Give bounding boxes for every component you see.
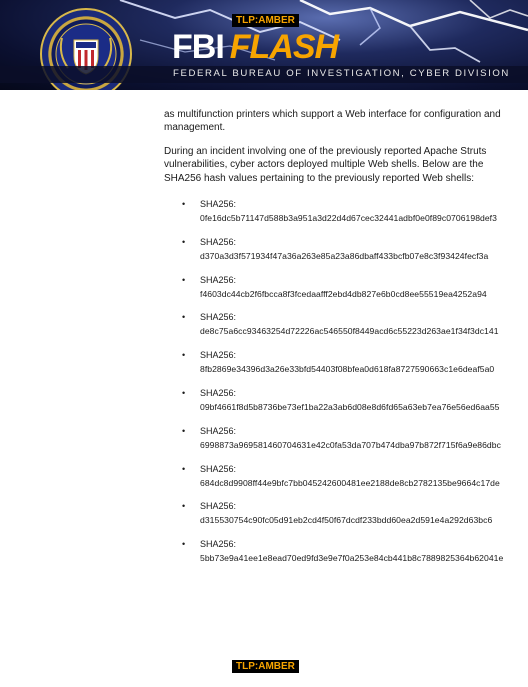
hash-label: SHA256: [200,236,237,247]
list-item [164,235,514,263]
hash-value: 0fe16dc5b71147d588b3a951a3d22d4d67cec32441adbf0e0f89c0706198def3 [200,213,497,224]
hash-value: f4603dc44cb2f6fbcca8f3fcedaafff2ebd4db827e6b0cd8ee55519ea4252a94 [200,288,487,299]
list-item [164,273,514,301]
hash-value: 09bf4661f8d5b8736be73ef1ba22a3ab6d08e8d6fd65a63eb7ea76e56ed6aa55 [200,402,500,413]
paragraph-incident: During an incident involving one of the previously reported Apache Struts vulnerabilities, cyber actors deployed multiple Web shells. Below are the SHA256 hash values pertaining to the previously reported Web shells: [164,145,487,184]
hash-label: SHA256: [200,463,237,474]
list-item [164,424,514,452]
hash-label: SHA256: [200,388,237,399]
tlp-marking-top: TLP:AMBER [232,14,299,27]
bullet-icon: • [182,199,186,210]
list-item [164,197,514,225]
hash-label: SHA256: [200,199,237,210]
fbi-flash-title [172,28,338,67]
division-subtitle: FEDERAL BUREAU OF INVESTIGATION, CYBER DIVISION [173,68,510,79]
hash-value: 684dc8d9908ff44e9bfc7bb045242600481ee2188de8cb2782135be9664c17de [200,477,500,488]
document-body [164,108,514,575]
bullet-icon: • [182,312,186,323]
hash-list [164,197,514,565]
title-flash: FLASH [229,28,339,66]
list-item [164,499,514,527]
hash-value: d370a3d3f571934f47a36a263e85a23a86dbaff433bcfb07e8c3f93424fecf3a [200,250,489,261]
list-item [164,386,514,414]
hash-label: SHA256: [200,501,237,512]
tlp-marking-bottom: TLP:AMBER [232,660,299,673]
list-item [164,348,514,376]
hash-value: 6998873a969581460704631e42c0fa53da707b474dba97b872f715f6a9e86dbc [200,439,501,450]
list-item [164,537,514,565]
bullet-icon: • [182,425,186,436]
bullet-icon: • [182,539,186,550]
list-item [164,462,514,490]
hash-value: d315530754c90fc05d91eb2cd4f50f67dcdf233bdd60ea2d591e4a292d63bc6 [200,515,493,526]
bullet-icon: • [182,350,186,361]
paragraph-continuation: as multifunction printers which support a Web interface for configuration and management. [164,109,501,134]
bullet-icon: • [182,236,186,247]
title-fbi: FBI [172,28,224,66]
bullet-icon: • [182,463,186,474]
bullet-icon: • [182,274,186,285]
hash-label: SHA256: [200,350,237,361]
list-item [164,310,514,338]
hash-label: SHA256: [200,274,237,285]
hash-value: 5bb73e9a41ee1e8ead70ed9fd3e9e7f0a253e84cb441b8c7889825364b62041e [200,553,504,564]
hash-label: SHA256: [200,539,237,550]
hash-value: 8fb2869e34396d3a26e33bfd54403f08bfea0d618fa8727590663c1e6deaf5a0 [200,364,495,375]
hash-value: de8c75a6cc93463254d72226ac546550f8449acd6c55223d263ae1f34f3dc141 [200,326,499,337]
hash-label: SHA256: [200,425,237,436]
bullet-icon: • [182,388,186,399]
bullet-icon: • [182,501,186,512]
hash-label: SHA256: [200,312,237,323]
